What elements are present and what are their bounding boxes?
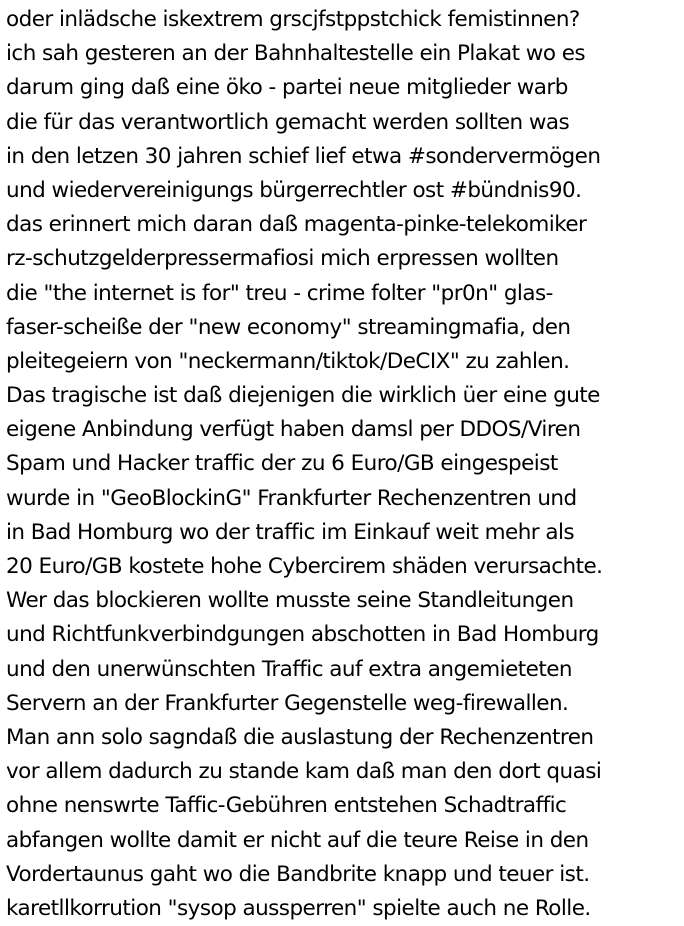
text-line-25: abfangen wollte damit er nicht auf die teure Reise in den <box>6 827 589 853</box>
text-line-11: pleitegeiern von "neckermann/tiktok/DeCIX" zu zahlen. <box>6 348 570 374</box>
text-line-24: ohne nenswrte Taffic-Gebühren entstehen Schadtraffic <box>6 793 567 819</box>
text-line-4: die für das verantwortlich gemacht werden sollten was <box>6 109 570 135</box>
text-line-22: Man ann solo sagndaß die auslastung der Rechenzentren <box>6 724 594 750</box>
text-line-17: 20 Euro/GB kostete hohe Cybercirem shäden verursachte. <box>6 554 603 579</box>
text-line-26: Vordertaunus gaht wo die Bandbrite knapp und teuer ist. <box>6 861 590 887</box>
text-line-19: und Richtfunkverbindgungen abschotten in Bad Homburg <box>6 622 599 648</box>
text-line-18: Wer das blockieren wollte musste seine Standleitungen <box>6 588 574 614</box>
text-line-16: in Bad Homburg wo der traffic im Einkauf weit mehr als <box>6 519 575 545</box>
text-line-5: in den letzen 30 jahren schief lief etwa #sondervermögen <box>6 143 601 169</box>
text-line-6: und wiedervereinigungs bürgerrechtler ost #bündnis90. <box>6 177 582 203</box>
text-line-27: karetllkorrution "sysop aussperren" spielte auch ne Rolle. <box>6 895 591 921</box>
text-line-13: eigene Anbindung verfügt haben damsl per DDOS/Viren <box>6 417 581 443</box>
text-line-15: wurde in "GeoBlockinG" Frankfurter Rechenzentren und <box>6 485 577 511</box>
document-text <box>6 3 684 926</box>
text-line-12: Das tragische ist daß diejenigen die wirklich üer eine gute <box>6 383 600 409</box>
text-line-23: vor allem dadurch zu stande kam daß man den dort quasi <box>6 759 602 785</box>
text-line-21: Servern an der Frankfurter Gegenstelle weg-firewallen. <box>6 690 569 716</box>
text-line-3: darum ging daß eine öko - partei neue mitglieder warb <box>6 75 568 101</box>
text-line-7: das erinnert mich daran daß magenta-pinke-telekomiker <box>6 212 587 238</box>
text-line-1: oder inlädsche iskextrem grscjfstppstchick femistinnen? <box>6 7 580 32</box>
text-line-10: faser-scheiße der "new economy" streamingmafia, den <box>6 314 571 340</box>
text-line-20: und den unerwünschten Traffic auf extra angemieteten <box>6 656 572 682</box>
text-line-8: rz-schutzgelderpressermafiosi mich erpressen wollten <box>6 246 559 272</box>
text-line-2: ich sah gesteren an der Bahnhaltestelle ein Plakat wo es <box>6 41 586 67</box>
text-line-9: die "the internet is for" treu - crime folter "pr0n" glas- <box>6 280 553 306</box>
text-line-14: Spam und Hacker traffic der zu 6 Euro/GB eingespeist <box>6 451 558 477</box>
